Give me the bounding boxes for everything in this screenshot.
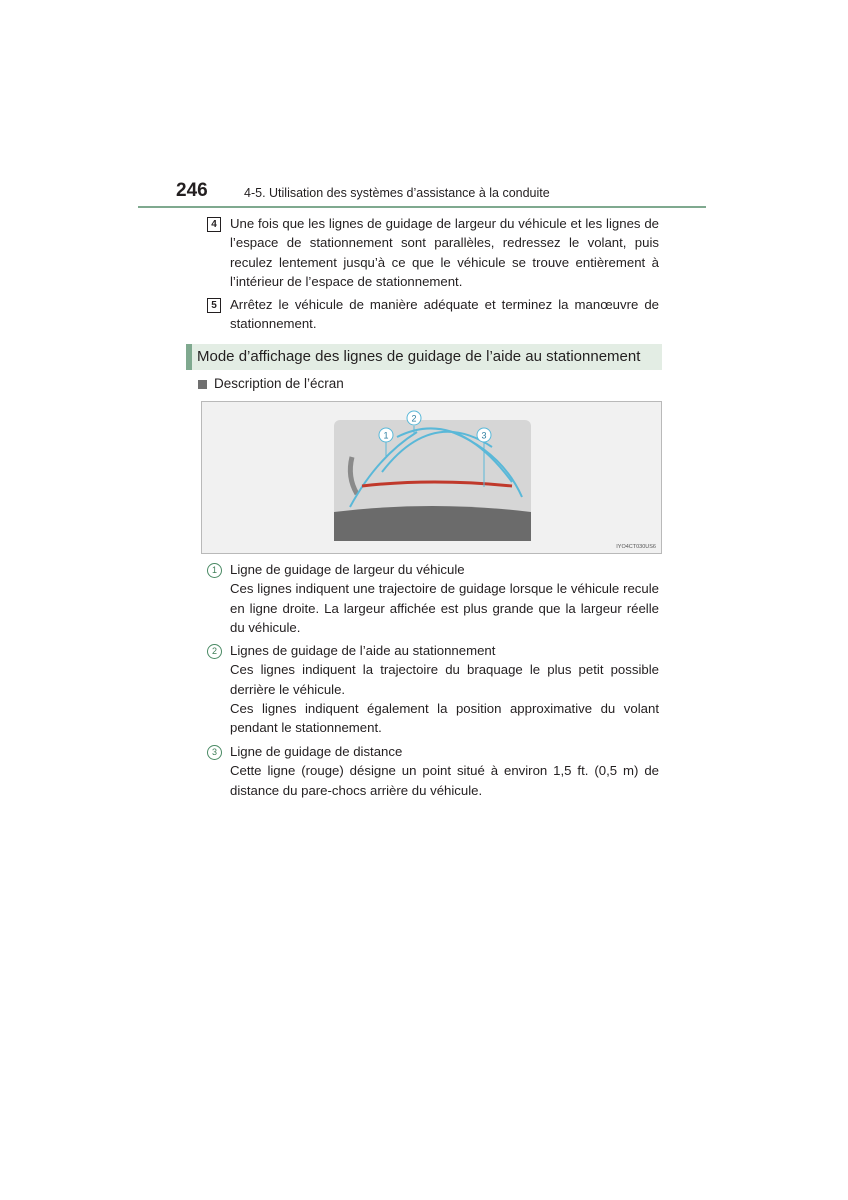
- step-5: [207, 295, 659, 334]
- screen-illustration: [201, 401, 662, 554]
- subsection-title: Description de l’écran: [214, 376, 344, 391]
- header-rule: [138, 206, 706, 208]
- step-4: [207, 214, 659, 291]
- list-item-2: [207, 641, 659, 737]
- item-title: Lignes de guidage de l’aide au stationnement: [230, 643, 496, 658]
- camera-view-diagram: [202, 402, 663, 555]
- item-description: Ces lignes indiquent une trajectoire de guidage lorsque le véhicule recule en ligne droite. La largeur affichée est plus grande que la largeur réelle du véhicule.: [230, 581, 659, 635]
- item-number-circle: 1: [207, 563, 222, 578]
- item-title: Ligne de guidage de distance: [230, 744, 403, 759]
- list-item-1: [207, 560, 659, 637]
- item-description: Ces lignes indiquent également la position approximative du volant pendant le stationnement.: [230, 700, 659, 736]
- section-accent: [186, 344, 192, 370]
- step-text: Arrêtez le véhicule de manière adéquate et terminez la manœuvre de stationnement.: [230, 297, 659, 332]
- list-item-3: [207, 742, 659, 800]
- page-number: 246: [176, 180, 208, 201]
- square-bullet-icon: [198, 380, 207, 389]
- running-header: 4-5. Utilisation des systèmes d’assistance à la conduite: [244, 186, 550, 200]
- step-text: Une fois que les lignes de guidage de largeur du véhicule et les lignes de l’espace de stationnement sont parallèles, redressez le volant, puis reculez lentement jusqu’à ce que le véhicule se trouve entièrement à l’intérieur de l’espace de stationnement.: [230, 216, 659, 289]
- step-number-box: 5: [207, 298, 221, 313]
- item-number-circle: 2: [207, 644, 222, 659]
- item-description: Ces lignes indiquent la trajectoire du braquage le plus petit possible derrière le véhicule.: [230, 662, 659, 697]
- item-description: Cette ligne (rouge) désigne un point situé à environ 1,5 ft. (0,5 m) de distance du pare-chocs arrière du véhicule.: [230, 763, 659, 798]
- item-title: Ligne de guidage de largeur du véhicule: [230, 562, 465, 577]
- figure-code: IYO4CT030US6: [616, 544, 656, 550]
- callout-label-2: 2: [411, 413, 417, 424]
- step-number-box: 4: [207, 217, 221, 232]
- bumper-shape: [334, 506, 531, 541]
- callout-label-1: 1: [383, 430, 389, 441]
- section-title: Mode d’affichage des lignes de guidage de l’aide au stationnement: [197, 348, 641, 365]
- callout-label-3: 3: [481, 430, 487, 441]
- item-number-circle: 3: [207, 745, 222, 760]
